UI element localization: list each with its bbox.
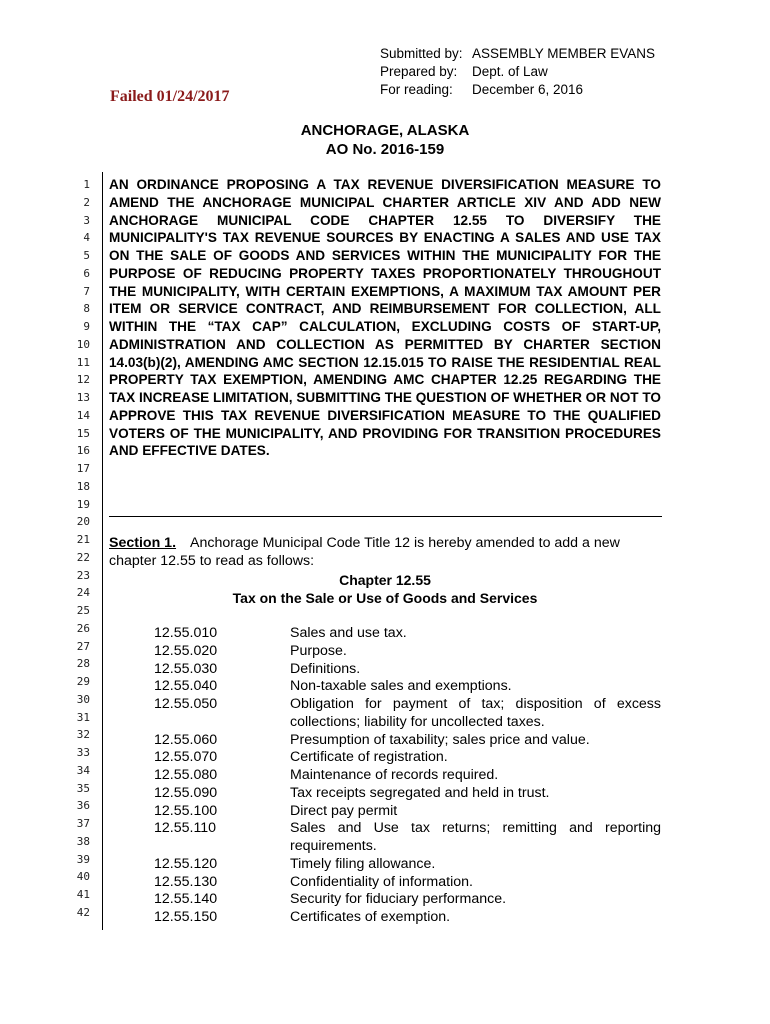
toc-row: [109, 856, 661, 874]
line-numbers: [62, 176, 90, 922]
toc-section-number: 12.55.040: [154, 678, 218, 695]
toc-section-title: Purpose.: [290, 642, 347, 659]
toc-section-number: 12.55.010: [154, 625, 218, 641]
line-number: 42: [76, 905, 90, 919]
toc-section-title: Maintenance of records required.: [290, 767, 499, 783]
line-number: 3: [83, 213, 90, 227]
toc-section-number: 12.55.120: [154, 855, 218, 872]
toc-section-title: Presumption of taxability; sales price and value.: [290, 731, 590, 748]
line-number: 40: [76, 870, 90, 884]
line-number: 22: [76, 550, 90, 564]
toc-row: [109, 909, 661, 927]
table-of-contents: [109, 625, 661, 927]
line-number: 9: [83, 320, 90, 333]
line-number: 19: [76, 497, 90, 511]
submitted-label: Submitted by:: [380, 46, 463, 61]
document-title-ao-number: AO No. 2016-159: [325, 141, 445, 158]
line-number: 31: [76, 710, 90, 724]
prepared-label: Prepared by:: [380, 64, 458, 79]
horizontal-rule: [109, 516, 662, 517]
toc-section-number: 12.55.030: [154, 660, 218, 677]
line-number: 5: [83, 249, 90, 262]
line-number: 29: [76, 675, 90, 688]
reading-row: [380, 81, 655, 99]
toc-row: [109, 643, 661, 661]
section-1-text: Anchorage Municipal Code Title 12 is hereby amended to add a new chapter 12.55 to read as follows:: [109, 535, 620, 569]
submitted-value: ASSEMBLY MEMBER EVANS: [472, 46, 656, 61]
line-number: 35: [76, 781, 90, 795]
section-1-paragraph: [109, 535, 661, 571]
toc-section-number: 12.55.020: [154, 642, 218, 659]
toc-section-number: 12.55.100: [154, 802, 218, 819]
line-number: 4: [83, 231, 90, 245]
toc-section-title: Certificates of exemption.: [290, 909, 451, 925]
line-number: 30: [76, 692, 90, 706]
toc-section-number: 12.55.070: [154, 749, 218, 766]
toc-row: [109, 625, 661, 643]
line-number: 8: [83, 302, 90, 316]
line-number: 27: [76, 639, 90, 653]
line-number: 14: [76, 408, 90, 422]
chapter-subtitle: Tax on the Sale or Use of Goods and Services: [232, 590, 538, 606]
line-number: 41: [76, 888, 90, 901]
line-number-divider: [102, 172, 103, 930]
failed-stamp: Failed 01/24/2017: [110, 88, 230, 105]
document-header: [380, 45, 655, 99]
toc-row: [109, 767, 661, 785]
line-number: 24: [76, 586, 90, 600]
line-number: 21: [76, 533, 90, 546]
line-number: 32: [76, 728, 90, 742]
line-number: 26: [76, 621, 90, 635]
line-number: 23: [76, 568, 90, 582]
toc-section-number: 12.55.140: [154, 891, 218, 908]
toc-section-title: Obligation for payment of tax; disposition of excess collections; liability for uncollected taxes.: [290, 696, 661, 730]
toc-row: [109, 661, 661, 679]
toc-row: [109, 696, 661, 732]
line-number: 6: [83, 266, 90, 280]
line-number: 28: [76, 657, 90, 671]
line-number: 15: [76, 426, 90, 440]
toc-section-title: Sales and Use tax returns; remitting and reporting requirements.: [290, 820, 661, 854]
toc-row: [109, 874, 661, 892]
toc-row: [109, 891, 661, 909]
ordinance-title-text: AN ORDINANCE PROPOSING A TAX REVENUE DIVERSIFICATION MEASURE TO AMEND THE ANCHORAGE MUNICIPAL CHARTER ARTICLE XIV AND ADD NEW ANCHORAGE MUNICIPAL CODE CHAPTER 12.55 TO DIVERSIFY THE MUNICIPALITY'S TAX REVENUE SOURCES BY ENACTING A SALES AND USE TAX ON THE SALE OF GOODS AND SERVICES WITHIN THE MUNICIPALITY FOR THE PURPOSE OF REDUCING PROPERTY TAXES PROPORTIONATELY THROUGHOUT THE MUNICIPALITY, WITH CERTAIN EXEMPTIONS, A MAXIMUM TAX AMOUNT PER ITEM OR SERVICE CONTRACT, AND REIMBURSEMENT FOR COLLECTION, ALL WITHIN THE “TAX CAP” CALCULATION, EXCLUDING COSTS OF START-UP, ADMINISTRATION AND COLLECTION AS PERMITTED BY CHARTER SECTION 14.03(b)(2), AMENDING AMC SECTION 12.15.015 TO RAISE THE RESIDENTIAL REAL PROPERTY TAX EXEMPTION, AMENDING AMC CHAPTER 12.25 REGARDING THE TAX INCREASE LIMITATION, SUBMITTING THE QUESTION OF WHETHER OR NOT TO APPROVE THIS TAX REVENUE DIVERSIFICATION MEASURE TO THE QUALIFIED VOTERS OF THE MUNICIPALITY, AND PROVIDING FOR TRANSITION PROCEDURES AND EFFECTIVE DATES.: [109, 177, 661, 459]
toc-section-title: Timely filing allowance.: [290, 855, 436, 872]
line-number: 12: [76, 373, 90, 387]
toc-row: [109, 820, 661, 856]
toc-row: [109, 678, 661, 696]
reading-label: For reading:: [380, 82, 453, 97]
toc-row: [109, 749, 661, 767]
toc-section-title: Definitions.: [290, 660, 361, 677]
toc-section-number: 12.55.130: [154, 873, 218, 890]
toc-section-number: 12.55.050: [154, 696, 218, 712]
toc-section-number: 12.55.080: [154, 767, 218, 783]
line-number: 1: [83, 178, 90, 191]
line-number: 18: [76, 479, 90, 493]
chapter-heading: Chapter 12.55: [339, 572, 431, 588]
line-number: 2: [83, 195, 90, 209]
line-number: 13: [76, 391, 90, 404]
toc-section-title: Confidentiality of information.: [290, 873, 473, 890]
line-number: 11: [76, 355, 90, 369]
line-number: 36: [76, 799, 90, 813]
document-title-city: ANCHORAGE, ALASKA: [300, 122, 470, 139]
toc-row: [109, 803, 661, 821]
line-number: 34: [76, 763, 90, 777]
toc-section-title: Security for fiduciary performance.: [290, 891, 507, 908]
reading-value: December 6, 2016: [472, 82, 584, 97]
line-number: 39: [76, 852, 90, 866]
line-number: 33: [76, 746, 90, 759]
prepared-row: [380, 63, 655, 81]
toc-section-title: Sales and use tax.: [290, 625, 407, 641]
line-number: 7: [83, 284, 90, 298]
toc-section-number: 12.55.110: [154, 820, 217, 837]
toc-section-title: Non-taxable sales and exemptions.: [290, 678, 512, 695]
line-number: 25: [76, 604, 90, 617]
toc-section-title: Direct pay permit: [290, 802, 398, 819]
toc-row: [109, 785, 661, 803]
section-1-label: Section 1.: [109, 535, 177, 551]
toc-row: [109, 732, 661, 750]
toc-section-number: 12.55.090: [154, 784, 218, 801]
toc-section-title: Tax receipts segregated and held in trust.: [290, 784, 550, 801]
line-number: 16: [76, 444, 90, 458]
toc-section-number: 12.55.060: [154, 731, 218, 748]
submitted-row: [380, 45, 655, 63]
line-number: 10: [76, 337, 90, 351]
line-number: 38: [76, 834, 90, 848]
toc-section-number: 12.55.150: [154, 909, 218, 925]
toc-section-title: Certificate of registration.: [290, 749, 448, 766]
line-number: 17: [76, 462, 90, 475]
prepared-value: Dept. of Law: [472, 64, 548, 79]
line-number: 20: [76, 515, 90, 529]
line-number: 37: [76, 817, 90, 830]
